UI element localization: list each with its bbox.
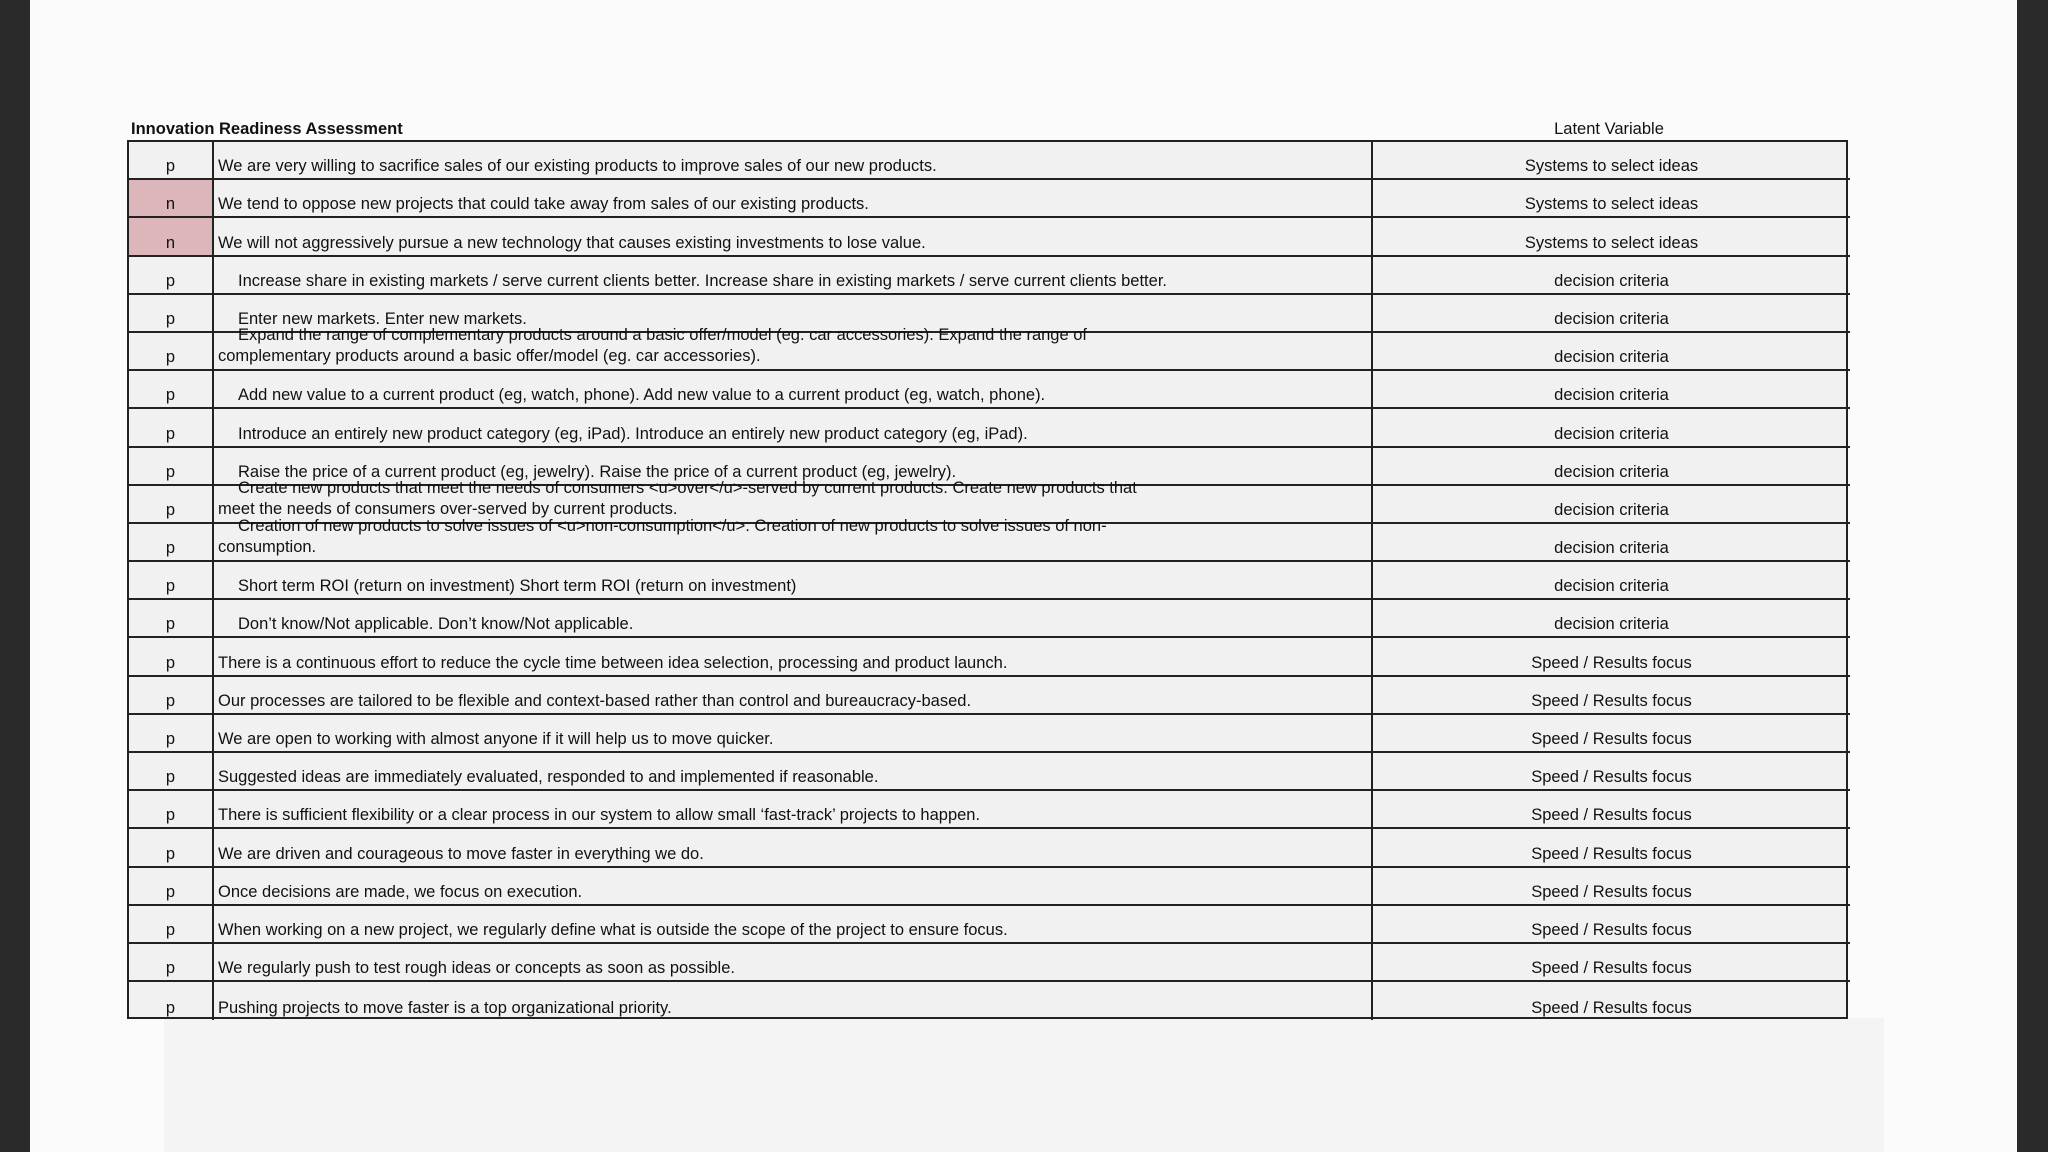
row-latent-variable: decision criteria bbox=[1373, 333, 1850, 371]
row-statement: Don’t know/Not applicable. Don’t know/Not applicable. bbox=[214, 600, 1373, 638]
row-latent-variable: Speed / Results focus bbox=[1373, 791, 1850, 829]
row-statement: Short term ROI (return on investment) Short term ROI (return on investment) bbox=[214, 562, 1373, 600]
row-code: p bbox=[129, 333, 214, 371]
row-statement: Pushing projects to move faster is a top organizational priority. bbox=[214, 982, 1373, 1020]
row-code: p bbox=[129, 600, 214, 638]
row-statement: Suggested ideas are immediately evaluated, responded to and implemented if reasonable. bbox=[214, 753, 1373, 791]
row-latent-variable: decision criteria bbox=[1373, 409, 1850, 447]
statement-wrap bbox=[218, 516, 1107, 558]
row-latent-variable: Speed / Results focus bbox=[1373, 906, 1850, 944]
row-latent-variable: Systems to select ideas bbox=[1373, 142, 1850, 180]
row-latent-variable: decision criteria bbox=[1373, 562, 1850, 600]
row-statement bbox=[214, 516, 1373, 562]
row-statement: There is a continuous effort to reduce the cycle time between idea selection, processing and product launch. bbox=[214, 638, 1373, 676]
row-code: p bbox=[129, 562, 214, 600]
row-code: n bbox=[129, 218, 214, 256]
statement-line-1: Creation of new products to solve issues of <u>non-consumption</u>. Creation of new products to solve issues of non- bbox=[238, 516, 1107, 535]
row-statement: We are very willing to sacrifice sales of our existing products to improve sales of our new products. bbox=[214, 142, 1373, 180]
row-latent-variable: decision criteria bbox=[1373, 486, 1850, 524]
row-statement: We will not aggressively pursue a new technology that causes existing investments to lose value. bbox=[214, 218, 1373, 256]
row-code: n bbox=[129, 180, 214, 218]
row-latent-variable: Speed / Results focus bbox=[1373, 715, 1850, 753]
row-latent-variable: Speed / Results focus bbox=[1373, 638, 1850, 676]
row-code: p bbox=[129, 638, 214, 676]
row-code: p bbox=[129, 371, 214, 409]
row-statement bbox=[214, 325, 1373, 371]
row-code: p bbox=[129, 791, 214, 829]
latent-variable-header: Latent Variable bbox=[1554, 120, 1664, 138]
row-latent-variable: Speed / Results focus bbox=[1373, 677, 1850, 715]
row-latent-variable: decision criteria bbox=[1373, 600, 1850, 638]
row-code: p bbox=[129, 906, 214, 944]
row-code: p bbox=[129, 868, 214, 906]
row-code: p bbox=[129, 982, 214, 1020]
row-code: p bbox=[129, 257, 214, 295]
row-latent-variable: Speed / Results focus bbox=[1373, 753, 1850, 791]
row-code: p bbox=[129, 753, 214, 791]
row-code: p bbox=[129, 448, 214, 486]
assessment-table bbox=[127, 140, 1848, 1019]
statement-wrap bbox=[218, 325, 1087, 367]
row-latent-variable: Systems to select ideas bbox=[1373, 180, 1850, 218]
row-code: p bbox=[129, 295, 214, 333]
row-statement: Enter new markets. Enter new markets. bbox=[214, 295, 1373, 333]
row-code: p bbox=[129, 944, 214, 982]
row-latent-variable: decision criteria bbox=[1373, 524, 1850, 562]
row-code: p bbox=[129, 524, 214, 562]
table-header bbox=[127, 118, 1848, 140]
statement-line-2: meet the needs of consumers over-served by current products. bbox=[218, 499, 678, 518]
document-title: Innovation Readiness Assessment bbox=[131, 120, 403, 138]
row-latent-variable: Speed / Results focus bbox=[1373, 868, 1850, 906]
row-latent-variable: decision criteria bbox=[1373, 295, 1850, 333]
row-statement: Add new value to a current product (eg, watch, phone). Add new value to a current product (eg, watch, phone). bbox=[214, 371, 1373, 409]
row-code: p bbox=[129, 142, 214, 180]
row-statement: Increase share in existing markets / serve current clients better. Increase share in existing markets / serve current clients better. bbox=[214, 257, 1373, 295]
row-latent-variable: Speed / Results focus bbox=[1531, 999, 1692, 1018]
row-code: p bbox=[129, 715, 214, 753]
row-statement: We regularly push to test rough ideas or concepts as soon as possible. bbox=[214, 944, 1373, 982]
row-code: p bbox=[129, 409, 214, 447]
row-statement: We are open to working with almost anyone if it will help us to move quicker. bbox=[214, 715, 1373, 753]
row-code: p bbox=[129, 829, 214, 867]
row-latent-variable: decision criteria bbox=[1373, 257, 1850, 295]
row-statement: Our processes are tailored to be flexible and context-based rather than control and bureaucracy-based. bbox=[214, 677, 1373, 715]
row-code: p bbox=[129, 486, 214, 524]
row-latent-variable: decision criteria bbox=[1373, 448, 1850, 486]
row-code: p bbox=[129, 677, 214, 715]
statement-line-2: consumption. bbox=[218, 537, 317, 556]
statement-line-1: Create new products that meet the needs of consumers <u>over</u>-served by current products. Create new products that bbox=[238, 478, 1137, 497]
row-statement: Introduce an entirely new product category (eg, iPad). Introduce an entirely new product category (eg, iPad). bbox=[214, 409, 1373, 447]
row-statement: We tend to oppose new projects that could take away from sales of our existing products. bbox=[214, 180, 1373, 218]
statement-line-2: complementary products around a basic offer/model (eg. car accessories). bbox=[218, 346, 761, 365]
statement-wrap bbox=[218, 478, 1137, 520]
row-statement: There is sufficient flexibility or a clear process in our system to allow small ‘fast-track’ projects to happen. bbox=[214, 791, 1373, 829]
row-statement: Raise the price of a current product (eg, jewelry). Raise the price of a current product (eg, jewelry). bbox=[214, 448, 1373, 486]
row-latent-variable: Systems to select ideas bbox=[1373, 218, 1850, 256]
row-statement: Once decisions are made, we focus on execution. bbox=[214, 868, 1373, 906]
row-latent-variable: Speed / Results focus bbox=[1373, 829, 1850, 867]
row-latent-variable: Speed / Results focus bbox=[1373, 944, 1850, 982]
statement-line-1: Expand the range of complementary products around a basic offer/model (eg. car accessories). Expand the range of bbox=[238, 325, 1088, 344]
row-statement: When working on a new project, we regularly define what is outside the scope of the project to ensure focus. bbox=[214, 906, 1373, 944]
row-latent-variable: decision criteria bbox=[1373, 371, 1850, 409]
row-statement: We are driven and courageous to move faster in everything we do. bbox=[214, 829, 1373, 867]
page-shade bbox=[164, 1018, 1884, 1152]
